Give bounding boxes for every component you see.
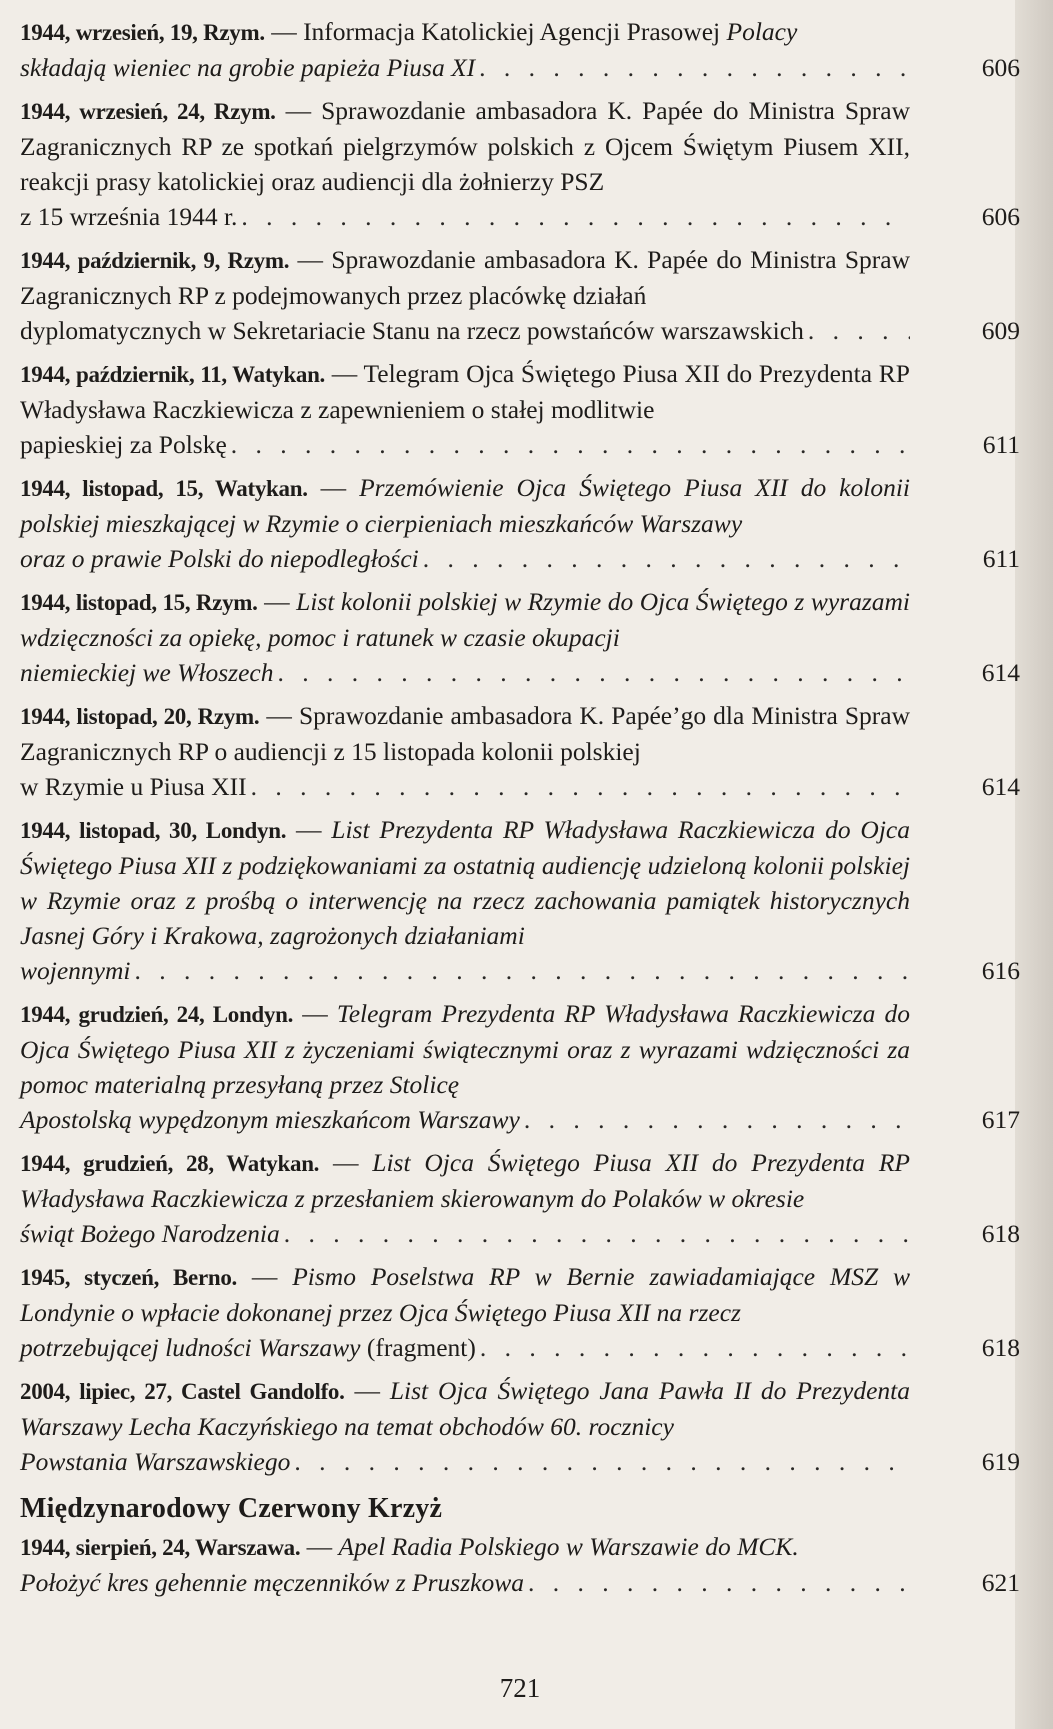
entry-body bbox=[20, 93, 910, 199]
entry-date: 1944, listopad, 20, Rzym. bbox=[20, 704, 260, 729]
entry-body bbox=[20, 584, 910, 655]
document-page bbox=[20, 14, 1020, 1714]
entry-title-end-text: niemieckiej we Włoszech bbox=[20, 658, 274, 687]
entry-title-end bbox=[20, 655, 273, 690]
entry-title-end bbox=[20, 953, 130, 988]
entry-dash: — bbox=[275, 96, 322, 125]
list-item bbox=[20, 1259, 1020, 1365]
entry-last-line bbox=[20, 50, 910, 85]
entry-title-italic: Polacy bbox=[726, 17, 798, 46]
dot-leader bbox=[524, 1102, 910, 1137]
entry-title-end bbox=[20, 1102, 520, 1137]
entry-body bbox=[20, 1145, 910, 1216]
list-item bbox=[20, 996, 1020, 1137]
entry-page-number: 614 bbox=[981, 772, 1020, 801]
entry-page-number: 616 bbox=[981, 956, 1020, 985]
entry-title-end bbox=[20, 1444, 290, 1479]
entry-page-number: 619 bbox=[981, 1447, 1020, 1476]
entry-title: Telegram Ojca Świętego Piusa XII do Prezydenta RP Władysława Raczkiewicza z zapewnieniem o stałej modlitwie bbox=[20, 359, 910, 424]
entry-last-line bbox=[20, 1444, 910, 1479]
entry-title-end-text: Apostolską wypędzonym mieszkańcom Warszawy bbox=[20, 1105, 520, 1134]
entry-title-end-text: w Rzymie u Piusa XII bbox=[20, 772, 247, 801]
dot-leader bbox=[277, 655, 910, 690]
entry-date: 1944, październik, 9, Rzym. bbox=[20, 248, 290, 273]
entry-dash: — bbox=[237, 1262, 293, 1291]
entry-last-line bbox=[20, 541, 910, 576]
entry-dash: — bbox=[344, 1376, 390, 1405]
page-edge bbox=[1015, 0, 1053, 1729]
entry-date: 1944, listopad, 15, Rzym. bbox=[20, 590, 258, 615]
section-entries bbox=[20, 1529, 1020, 1600]
list-item bbox=[20, 470, 1020, 576]
entry-body bbox=[20, 356, 910, 427]
entry-dash: — bbox=[319, 1148, 373, 1177]
entry-dash: — bbox=[325, 359, 364, 388]
entry-page-number: 618 bbox=[981, 1333, 1020, 1362]
entry-dash: — bbox=[293, 999, 337, 1028]
entry-body bbox=[20, 996, 910, 1102]
entry-date: 1945, styczeń, Berno. bbox=[20, 1265, 237, 1290]
entry-title-end-text: świąt Bożego Narodzenia bbox=[20, 1219, 280, 1248]
entry-title: List Ojca Świętego Jana Pawła II do Prezydenta Warszawy Lecha Kaczyńskiego na temat obchodów 60. rocznicy bbox=[20, 1376, 910, 1441]
entry-title-end bbox=[20, 769, 247, 804]
dot-leader bbox=[423, 541, 910, 576]
entry-page-number: 617 bbox=[981, 1105, 1020, 1134]
dot-leader bbox=[808, 313, 910, 348]
dot-leader bbox=[479, 50, 910, 85]
entry-title: Sprawozdanie ambasadora K. Papée’go dla Ministra Spraw Zagranicznych RP o audiencji z 15 listopada kolonii polskiej bbox=[20, 701, 911, 766]
entry-title-end bbox=[20, 1330, 476, 1365]
entry-date: 1944, grudzień, 28, Watykan. bbox=[20, 1151, 320, 1176]
entry-title-end bbox=[20, 313, 804, 348]
entry-dash: — bbox=[300, 1532, 339, 1561]
list-item bbox=[20, 1529, 1020, 1600]
entry-page-number: 609 bbox=[981, 316, 1020, 345]
entry-title-end bbox=[20, 541, 419, 576]
entry-date: 1944, sierpień, 24, Warszawa. bbox=[20, 1535, 301, 1560]
entry-page-number: 611 bbox=[982, 430, 1020, 459]
entry-title-suffix: (fragment) bbox=[360, 1333, 476, 1362]
entry-title: Informacja Katolickiej Agencji Prasowej bbox=[303, 17, 727, 46]
entry-date: 2004, lipiec, 27, Castel Gandolfo. bbox=[20, 1379, 345, 1404]
list-item bbox=[20, 1145, 1020, 1251]
entry-title: List Prezydenta RP Władysława Raczkiewicza do Ojca Świętego Piusa XII z podziękowaniami za ostatnią audiencję udzieloną kolonii polskiej w Rzymie oraz z prośbą o interwencję na rzecz zachowania pamiątek historycznych Jasnej Góry i Krakowa, zagrożonych działaniami bbox=[20, 815, 910, 950]
entry-title-end-text: potrzebującej ludności Warszawy bbox=[20, 1333, 361, 1362]
entry-title-end bbox=[20, 1565, 524, 1600]
entry-title: Apel Radia Polskiego w Warszawie do MCK. bbox=[338, 1532, 799, 1561]
entry-body bbox=[20, 242, 910, 313]
entry-title-end-text: dyplomatycznych w Sekretariacie Stanu na rzecz powstańców warszawskich bbox=[20, 316, 804, 345]
dot-leader bbox=[241, 199, 910, 234]
entry-title-end-text: papieskiej za Polskę bbox=[20, 430, 227, 459]
dot-leader bbox=[528, 1565, 910, 1600]
dot-leader bbox=[284, 1216, 910, 1251]
dot-leader bbox=[134, 953, 910, 988]
entry-page-number: 606 bbox=[981, 202, 1020, 231]
entry-dash: — bbox=[307, 473, 360, 502]
entry-last-line bbox=[20, 953, 910, 988]
entry-body bbox=[20, 1529, 910, 1565]
entry-dash: — bbox=[257, 587, 297, 616]
list-item bbox=[20, 1373, 1020, 1479]
entry-page-number: 611 bbox=[982, 544, 1020, 573]
entry-dash: — bbox=[286, 815, 332, 844]
page-number: 721 bbox=[499, 1673, 541, 1703]
entry-last-line bbox=[20, 769, 910, 804]
entry-body bbox=[20, 470, 910, 541]
entry-body bbox=[20, 14, 910, 50]
entry-title: Sprawozdanie ambasadora K. Papée do Ministra Spraw Zagranicznych RP ze spotkań pielgrzymów polskich z Ojcem Świętym Piusem XII, reakcji prasy katolickiej oraz audiencji dla żołnierzy PSZ bbox=[20, 96, 911, 196]
entry-body bbox=[20, 1373, 910, 1444]
list-item bbox=[20, 356, 1020, 462]
entry-date: 1944, wrzesień, 24, Rzym. bbox=[20, 99, 276, 124]
list-item bbox=[20, 812, 1020, 988]
entry-dash: — bbox=[259, 701, 299, 730]
entry-date: 1944, listopad, 30, Londyn. bbox=[20, 818, 287, 843]
section-heading: Międzynarodowy Czerwony Krzyż bbox=[20, 1493, 443, 1524]
entry-last-line bbox=[20, 1216, 910, 1251]
entry-title: Telegram Prezydenta RP Władysława Raczkiewicza do Ojca Świętego Piusa XII z życzeniami świątecznymi oraz z wyrazami wdzięczności za pomoc materialną przesyłaną przez Stolicę bbox=[20, 999, 910, 1099]
entry-title-end bbox=[20, 50, 475, 85]
entry-title-end-text: wojennymi bbox=[20, 956, 131, 985]
entry-title-end bbox=[20, 1216, 280, 1251]
entry-last-line bbox=[20, 199, 910, 234]
entry-title: Przemówienie Ojca Świętego Piusa XII do kolonii polskiej mieszkającej w Rzymie o cierpieniach mieszkańców Warszawy bbox=[20, 473, 910, 538]
list-item bbox=[20, 93, 1020, 234]
entry-last-line bbox=[20, 1102, 910, 1137]
entry-dash: — bbox=[264, 17, 304, 46]
dot-leader bbox=[294, 1444, 910, 1479]
list-item bbox=[20, 698, 1020, 804]
dot-leader bbox=[480, 1330, 910, 1365]
entry-title-end-text: Powstania Warszawskiego bbox=[20, 1447, 291, 1476]
list-item bbox=[20, 242, 1020, 348]
entry-page-number: 614 bbox=[981, 658, 1020, 687]
list-item bbox=[20, 584, 1020, 690]
entry-title: Sprawozdanie ambasadora K. Papée do Ministra Spraw Zagranicznych RP z podejmowanych przez placówkę działań bbox=[20, 245, 910, 310]
entry-title-end-text: Położyć kres gehennie męczenników z Pruszkowa bbox=[20, 1568, 524, 1597]
dot-leader bbox=[231, 427, 910, 462]
entry-last-line bbox=[20, 1330, 910, 1365]
entry-title-end bbox=[20, 199, 237, 234]
entry-body bbox=[20, 812, 910, 953]
dot-leader bbox=[251, 769, 910, 804]
entry-body bbox=[20, 698, 910, 769]
entry-page-number: 606 bbox=[981, 53, 1020, 82]
entry-last-line bbox=[20, 313, 910, 348]
entry-last-line bbox=[20, 1565, 910, 1600]
table-of-contents bbox=[20, 14, 1020, 1479]
entry-dash: — bbox=[289, 245, 332, 274]
list-item bbox=[20, 14, 1020, 85]
entry-date: 1944, grudzień, 24, Londyn. bbox=[20, 1002, 294, 1027]
entry-title: List Ojca Świętego Piusa XII do Prezydenta RP Władysława Raczkiewicza z przesłaniem skierowanym do Polaków w okresie bbox=[20, 1148, 910, 1213]
entry-last-line bbox=[20, 655, 910, 690]
entry-title-end bbox=[20, 427, 227, 462]
entry-page-number: 618 bbox=[981, 1219, 1020, 1248]
entry-date: 1944, listopad, 15, Watykan. bbox=[20, 476, 308, 501]
entry-page-number: 621 bbox=[981, 1568, 1020, 1597]
entry-title: Pismo Poselstwa RP w Bernie zawiadamiające MSZ w Londynie o wpłacie dokonanej przez Ojca Świętego Piusa XII na rzecz bbox=[20, 1262, 910, 1327]
entry-title-end-text: z 15 września 1944 r. bbox=[20, 202, 238, 231]
entry-date: 1944, wrzesień, 19, Rzym. bbox=[20, 20, 265, 45]
entry-title-end-text: oraz o prawie Polski do niepodległości bbox=[20, 544, 419, 573]
entry-last-line bbox=[20, 427, 910, 462]
entry-date: 1944, październik, 11, Watykan. bbox=[20, 362, 326, 387]
entry-title: List kolonii polskiej w Rzymie do Ojca Świętego z wyrazami wdzięczności za opiekę, pomoc i ratunek w czasie okupacji bbox=[20, 587, 911, 652]
entry-title-end-text: składają wieniec na grobie papieża Piusa XI bbox=[20, 53, 476, 82]
entry-body bbox=[20, 1259, 910, 1330]
